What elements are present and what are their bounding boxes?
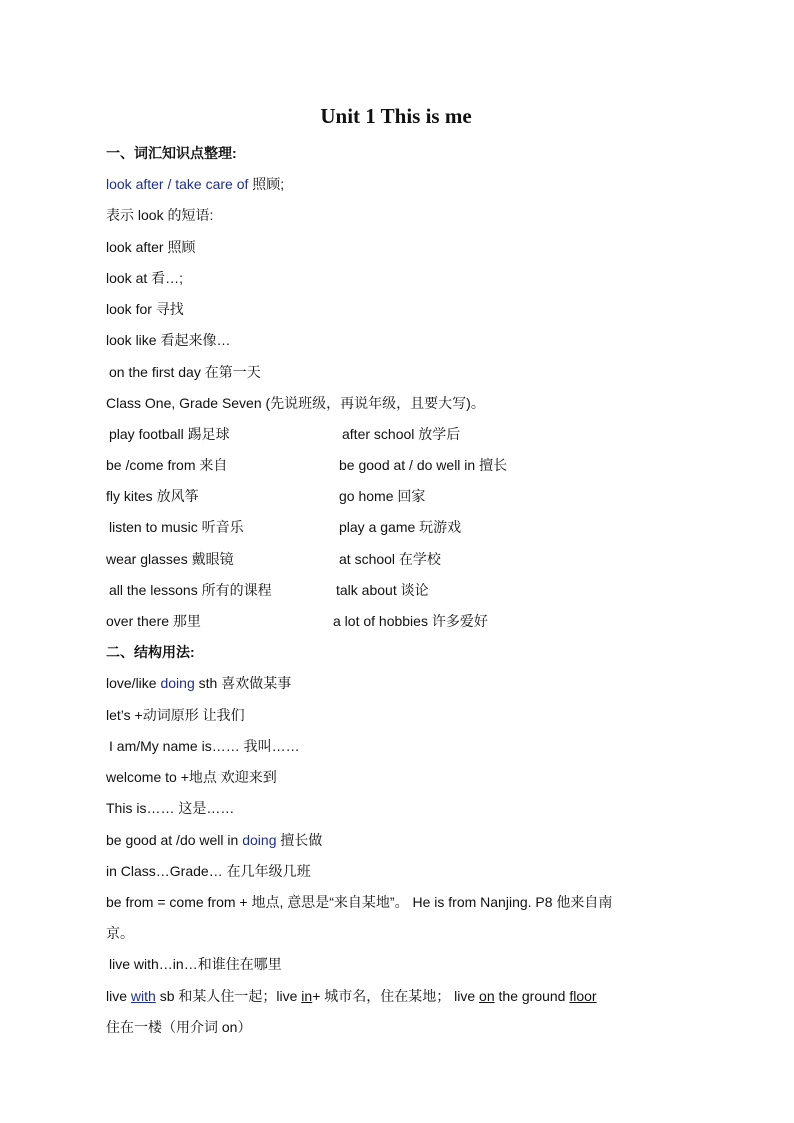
i-am-line: I am/My name is…… 我叫……: [109, 738, 300, 754]
phrase-look-after-blue: look after / take care of: [106, 176, 249, 192]
live-in-word: in: [301, 988, 313, 1004]
this-is-line: This is…… 这是……: [106, 800, 235, 816]
phrase-pair-left: listen to music 听音乐: [109, 519, 244, 535]
lets-line: let’s +动词原形 让我们: [106, 707, 245, 723]
phrase-pair-right: talk about 谈论: [336, 582, 429, 598]
phrase-pair-left: wear glasses 戴眼镜: [106, 551, 234, 567]
live-with-in-line: live with…in…和谁住在哪里: [109, 956, 282, 972]
phrase-look-after-meaning: 照顾;: [252, 176, 285, 192]
phrase-pair-right: after school 放学后: [342, 426, 461, 442]
section-heading-structures: 二、结构用法:: [106, 644, 195, 660]
live-text: sb 和某人住一起；live: [155, 988, 302, 1004]
love-like-line: [106, 672, 291, 694]
live-on-word: on: [479, 988, 495, 1004]
look-item: look for 寻找: [106, 301, 184, 317]
phrase-look-after-line: [106, 173, 284, 195]
phrase-pair-right: at school 在学校: [339, 551, 441, 567]
live-ground-floor-line: 住在一楼（用介词 on）: [106, 1019, 252, 1035]
page-title: Unit 1 This is me: [320, 104, 472, 128]
phrase-pair-right: go home 回家: [339, 488, 426, 504]
live-prepositions-line: [106, 985, 597, 1007]
class-grade-line: Class One, Grade Seven (先说班级，再说年级，且要大写)。: [106, 395, 485, 411]
look-intro: 表示 look 的短语:: [106, 207, 214, 223]
be-from-line-continued: 京。: [106, 925, 134, 941]
phrase-pair-left: be /come from 来自: [106, 457, 228, 473]
phrase-pair-right: be good at / do well in 擅长: [339, 457, 508, 473]
phrase-pair-right: a lot of hobbies 许多爱好: [333, 613, 488, 629]
good-at-doing: doing: [242, 832, 277, 848]
live-with-word: with: [130, 988, 156, 1004]
live-floor-word: floor: [569, 988, 597, 1004]
phrase-pair-left: all the lessons 所有的课程: [109, 582, 272, 598]
love-like-text: love/like: [106, 675, 161, 691]
live-text: the ground: [494, 988, 570, 1004]
first-day-line: on the first day 在第一天: [109, 364, 261, 380]
good-at-text: be good at /do well in: [106, 832, 243, 848]
phrase-pair-right: play a game 玩游戏: [339, 519, 462, 535]
live-text: + 城市名，住在某地； live: [312, 988, 480, 1004]
love-like-doing: doing: [160, 675, 195, 691]
good-at-meaning: 擅长做: [276, 832, 323, 848]
look-item: look at 看…;: [106, 270, 184, 286]
love-like-meaning: sth 喜欢做某事: [194, 675, 292, 691]
live-text: live: [106, 988, 131, 1004]
in-class-line: in Class…Grade… 在几年级几班: [106, 863, 311, 879]
phrase-pair-left: fly kites 放风筝: [106, 488, 199, 504]
look-item: look after 照顾: [106, 239, 196, 255]
welcome-line: welcome to +地点 欢迎来到: [106, 769, 277, 785]
look-item: look like 看起来像…: [106, 332, 231, 348]
good-at-line: [106, 829, 322, 851]
phrase-pair-left: play football 踢足球: [109, 426, 230, 442]
phrase-pair-left: over there 那里: [106, 613, 201, 629]
section-heading-vocabulary: 一、词汇知识点整理:: [106, 145, 237, 161]
be-from-line: be from = come from + 地点, 意思是“来自某地”。 He is from Nanjing. P8 他来自南: [106, 894, 613, 910]
